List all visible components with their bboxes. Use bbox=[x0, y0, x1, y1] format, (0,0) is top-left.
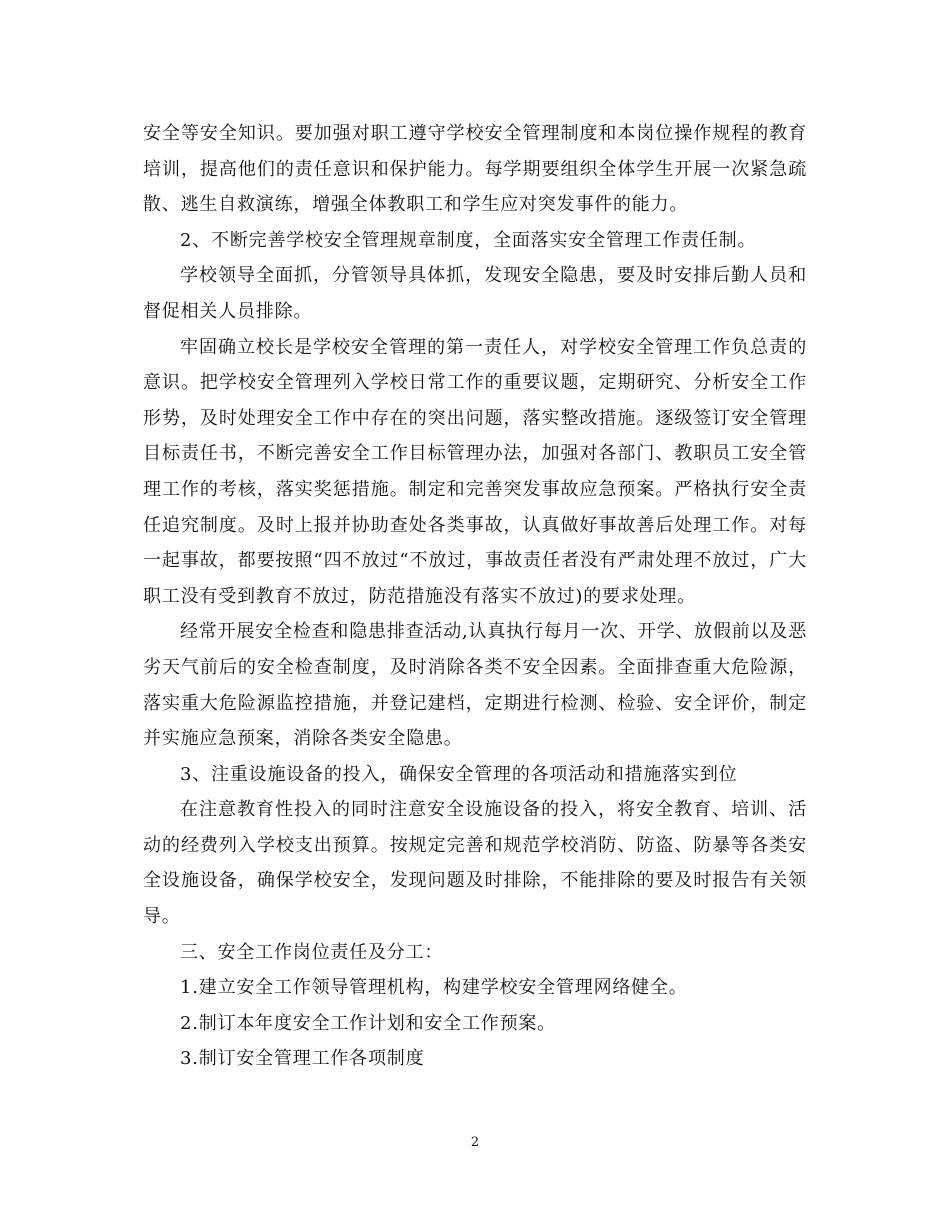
paragraph-4: 牢固确立校长是学校安全管理的第一责任人，对学校安全管理工作负总责的意识。把学校安全管理列入学校日常工作的重要议题，定期研究、分析安全工作形势，及时处理安全工作中存在的突出问题，落实整改措施。逐级签订安全管理目标责任书，不断完善安全工作目标管理办法，加强对各部门、教职员工安全管理工作的考核，落实奖惩措施。制定和完善突发事故应急预案。严格执行安全责任追究制度。及时上报并协助查处各类事故，认真做好事故善后处理工作。对每一起事故，都要按照“四不放过“不放过，事故责任者没有严肃处理不放过，广大职工没有受到教育不放过，防范措施没有落实不放过)的要求处理。 bbox=[143, 336, 807, 607]
paragraph-3: 学校领导全面抓，分管领导具体抓，发现安全隐患，要及时安排后勤人员和督促相关人员排除。 bbox=[143, 265, 807, 322]
section-heading: 三、安全工作岗位责任及分工： bbox=[180, 941, 444, 963]
page-number: 2 bbox=[470, 1135, 480, 1150]
list-item-3: 3.制订安全管理工作各项制度 bbox=[180, 1048, 425, 1070]
document-body bbox=[143, 116, 807, 1077]
paragraph-7: 在注意教育性投入的同时注意安全设施设备的投入，将安全教育、培训、活动的经费列入学校支出预算。按规定完善和规范学校消防、防盗、防暴等各类安全设施设备，确保学校安全，发现问题及时排除，不能排除的要及时报告有关领导。 bbox=[143, 799, 807, 928]
list-item-2: 2.制订本年度安全工作计划和安全工作预案。 bbox=[180, 1012, 556, 1034]
list-item-1: 1.建立安全工作领导管理机构，构建学校安全管理网络健全。 bbox=[180, 977, 688, 999]
paragraph-6-heading: 3、注重设施设备的投入，确保安全管理的各项活动和措施落实到位 bbox=[180, 763, 738, 785]
paragraph-5: 经常开展安全检查和隐患排查活动,认真执行每月一次、开学、放假前以及恶劣天气前后的安全检查制度，及时消除各类不安全因素。全面排查重大危险源，落实重大危险源监控措施，并登记建档，定期进行检测、检验、安全评价，制定并实施应急预案，消除各类安全隐患。 bbox=[143, 621, 807, 750]
paragraph-2-heading: 2、不断完善学校安全管理规章制度，全面落实安全管理工作责任制。 bbox=[180, 229, 757, 251]
paragraph-1: 安全等安全知识。要加强对职工遵守学校安全管理制度和本岗位操作规程的教育培训，提高他们的责任意识和保护能力。每学期要组织全体学生开展一次紧急疏散、逃生自救演练，增强全体教职工和学生应对突发事件的能力。 bbox=[143, 123, 807, 216]
